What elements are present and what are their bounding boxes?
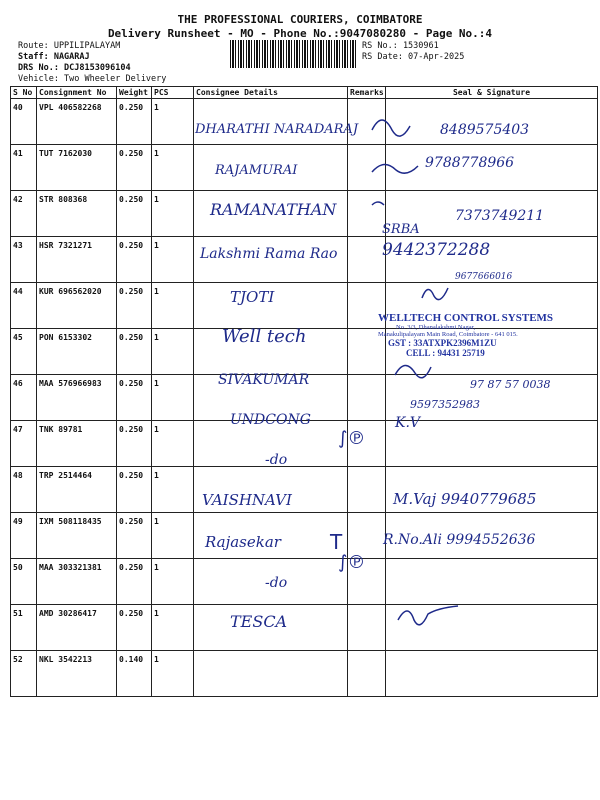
drs-number: DRS No.: DCJ8153096104 xyxy=(18,63,131,73)
sno-cell: 43 xyxy=(11,237,37,283)
handwritten-mark-50: T xyxy=(330,530,343,554)
consignment-cell: PON 6153302 xyxy=(37,329,117,375)
pcs-cell: 1 xyxy=(152,237,194,283)
col-header-sno: S No xyxy=(11,87,37,99)
runsheet-subtitle: Delivery Runsheet - MO - Phone No.:9047080280 - Page No.:4 xyxy=(107,27,493,40)
sno-cell: 48 xyxy=(11,467,37,513)
pcs-cell: 1 xyxy=(152,191,194,237)
handwritten-consignee-45: Well tech xyxy=(222,326,307,347)
signature-scribble-44 xyxy=(422,288,448,300)
weight-cell: 0.250 xyxy=(117,99,152,145)
handwritten-signature-42: 7373749211 xyxy=(455,208,545,224)
col-header-consignee: Consignee Details xyxy=(194,87,348,99)
col-header-pcs: PCS xyxy=(152,87,194,99)
weight-cell: 0.140 xyxy=(117,651,152,697)
pcs-cell: 1 xyxy=(152,605,194,651)
pcs-cell: 1 xyxy=(152,375,194,421)
col-header-weight: Weight xyxy=(117,87,152,99)
weight-cell: 0.250 xyxy=(117,467,152,513)
sno-cell: 51 xyxy=(11,605,37,651)
handwritten-signature-43-name: SRBA xyxy=(382,222,420,237)
handwritten-consignee-42: RAMANATHAN xyxy=(210,200,337,219)
weight-cell: 0.250 xyxy=(117,191,152,237)
consignment-cell: KUR 696562020 xyxy=(37,283,117,329)
stamp-address-line1: No. 3/3, Dhanalakshmi Nagar, xyxy=(396,324,476,331)
pcs-cell: 1 xyxy=(152,145,194,191)
handwritten-signature-40: 8489575403 xyxy=(440,122,530,138)
stamp-company-name: WELLTECH CONTROL SYSTEMS xyxy=(378,312,554,324)
rs-date: RS Date: 07-Apr-2025 xyxy=(362,52,465,62)
pcs-cell: 1 xyxy=(152,283,194,329)
pcs-cell: 1 xyxy=(152,513,194,559)
sno-cell: 47 xyxy=(11,421,37,467)
signature-scribble-40 xyxy=(372,120,410,136)
weight-cell: 0.250 xyxy=(117,559,152,605)
sno-cell: 44 xyxy=(11,283,37,329)
consignment-cell: AMD 30286417 xyxy=(37,605,117,651)
handwritten-consignee-44: TJOTI xyxy=(230,288,275,306)
consignment-cell: VPL 406582268 xyxy=(37,99,117,145)
sno-cell: 50 xyxy=(11,559,37,605)
vehicle-label: Vehicle: Two Wheeler Delivery xyxy=(18,74,167,84)
consignment-cell: IXM 508118435 xyxy=(37,513,117,559)
handwritten-consignee-50: Rajasekar xyxy=(205,533,281,551)
sno-cell: 41 xyxy=(11,145,37,191)
handwritten-signature-46: 97 87 57 0038 xyxy=(470,378,551,391)
pcs-cell: 1 xyxy=(152,651,194,697)
handwritten-signature-47-name: K.V xyxy=(395,415,421,431)
handwritten-mark-48: ∫℗ xyxy=(338,428,366,449)
signature-scribble-42 xyxy=(372,202,384,205)
signature-scribble-52 xyxy=(398,606,458,625)
sno-cell: 42 xyxy=(11,191,37,237)
rs-number: RS No.: 1530961 xyxy=(362,41,439,51)
sno-cell: 46 xyxy=(11,375,37,421)
weight-cell: 0.250 xyxy=(117,145,152,191)
handwritten-signature-43: 9442372288 xyxy=(382,240,491,260)
consignment-cell: HSR 7321271 xyxy=(37,237,117,283)
handwritten-consignee-46: SIVAKUMAR xyxy=(218,372,310,388)
consignment-cell: MAA 576966983 xyxy=(37,375,117,421)
stamp-address-line2: Manakulipalayam Main Road, Coimbatore - 641 015. xyxy=(378,331,518,338)
staff-label: Staff: NAGARAJ xyxy=(18,52,90,62)
handwritten-consignee-43: Lakshmi Rama Rao xyxy=(200,246,338,262)
handwritten-mark-51: ∫℗ xyxy=(338,552,366,573)
route-label: Route: UPPILIPALAYAM xyxy=(18,41,121,51)
stamp-cell: CELL : 94431 25719 xyxy=(406,348,485,358)
consignment-cell: TNK 89781 xyxy=(37,421,117,467)
sno-cell: 49 xyxy=(11,513,37,559)
pcs-cell: 1 xyxy=(152,467,194,513)
sno-cell: 52 xyxy=(11,651,37,697)
consignment-cell: NKL 3542213 xyxy=(37,651,117,697)
pcs-cell: 1 xyxy=(152,559,194,605)
col-header-consignment: Consignment No xyxy=(37,87,117,99)
weight-cell: 0.250 xyxy=(117,513,152,559)
handwritten-signature-41: 9788778966 xyxy=(425,155,515,171)
handwritten-consignee-49: VAISHNAVI xyxy=(202,491,292,509)
signature-scribble-41 xyxy=(372,164,418,173)
signature-scribble-46 xyxy=(395,365,431,377)
weight-cell: 0.250 xyxy=(117,329,152,375)
pcs-cell: 1 xyxy=(152,421,194,467)
pcs-cell: 1 xyxy=(152,329,194,375)
handwritten-signature-47: 9597352983 xyxy=(410,398,480,411)
handwritten-consignee-47: UNDCONG xyxy=(230,412,311,428)
weight-cell: 0.250 xyxy=(117,283,152,329)
handwritten-signature-50: R.No.Ali 9994552636 xyxy=(383,532,536,548)
col-header-remarks: Remarks xyxy=(348,87,386,99)
handwritten-consignee-48: -do xyxy=(265,452,288,468)
weight-cell: 0.250 xyxy=(117,421,152,467)
sno-cell: 45 xyxy=(11,329,37,375)
stamp-gst: GST : 33ATXPK2396M1ZU xyxy=(388,338,497,348)
handwritten-consignee-41: RAJAMURAI xyxy=(215,163,298,178)
consignment-cell: MAA 303321381 xyxy=(37,559,117,605)
weight-cell: 0.250 xyxy=(117,237,152,283)
consignment-cell: STR 808368 xyxy=(37,191,117,237)
consignment-cell: TUT 7162030 xyxy=(37,145,117,191)
weight-cell: 0.250 xyxy=(117,375,152,421)
pcs-cell: 1 xyxy=(152,99,194,145)
handwritten-signature-44: 9677666016 xyxy=(455,272,513,282)
handwritten-consignee-51: -do xyxy=(265,575,288,591)
col-header-signature: Seal & Signature xyxy=(386,87,598,99)
handwritten-consignee-40: DHARATHI NARADARAJ xyxy=(195,122,359,137)
handwritten-signature-49: M.Vaj 9940779685 xyxy=(393,490,537,508)
company-title: THE PROFESSIONAL COURIERS, COIMBATORE xyxy=(177,13,423,26)
sno-cell: 40 xyxy=(11,99,37,145)
handwritten-consignee-52: TESCA xyxy=(230,612,288,631)
consignment-cell: TRP 2514464 xyxy=(37,467,117,513)
weight-cell: 0.250 xyxy=(117,605,152,651)
